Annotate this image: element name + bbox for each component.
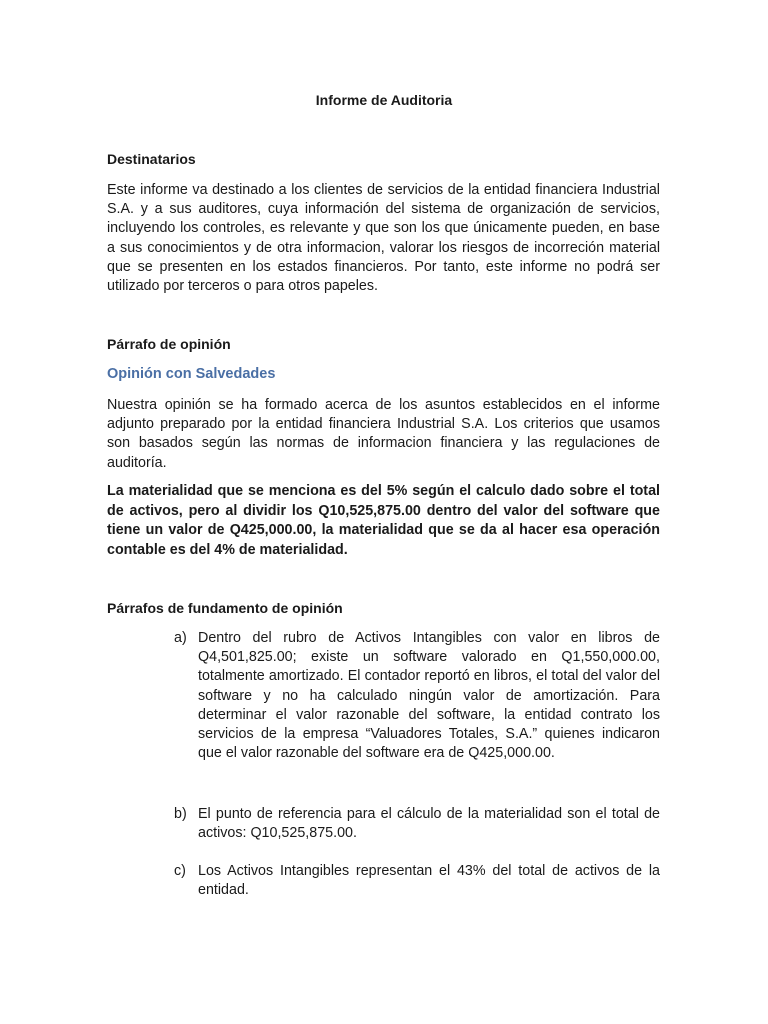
destinatarios-paragraph: Este informe va destinado a los clientes de servicios de la entidad financiera Industrial S.A. y a sus auditores, cuya información del sistema de organización de servicios, incluyendo los controles, es relevante y que son los que únicamente pueden, en base a sus conocimientos y de otra informacion, valorar los riesgos de incorreción material que se presenten en los estados financieros. Por tanto, este informe no podrá ser utilizado por terceros o para otros papeles. bbox=[107, 182, 660, 295]
opinion-paragraph: Nuestra opinión se ha formado acerca de los asuntos establecidos en el informe adjunto preparado por la entidad financiera Industrial S.A. Los criterios que usamos son basados según las normas de informacion financiera y las regulaciones de auditoría. bbox=[107, 397, 660, 471]
list-item-text: Los Activos Intangibles representan el 43% del total de activos de la entidad. bbox=[198, 863, 660, 899]
list-item-marker: b) bbox=[174, 806, 187, 822]
fundamento-heading: Párrafos de fundamento de opinión bbox=[107, 600, 343, 616]
opinion-subheading: Opinión con Salvedades bbox=[107, 366, 276, 382]
list-item-marker: c) bbox=[174, 863, 186, 879]
document-title: Informe de Auditoria bbox=[315, 92, 453, 108]
list-item-text: El punto de referencia para el cálculo de la materialidad son el total de activos: Q10,525,875.00. bbox=[198, 806, 660, 842]
list-item-text: Dentro del rubro de Activos Intangibles con valor en libros de Q4,501,825.00; existe un software valorado en Q1,550,000.00, totalmente amortizado. El contador reportó en libros, el total del valor del software y no ha calculado ningún valor de amortización. Para determinar el valor razonable del software, la entidad contrato los servicios de la empresa “Valuadores Totales, S.A.” quienes indicaron que el valor razonable del software era de Q425,000.00. bbox=[198, 630, 660, 762]
opinion-heading: Párrafo de opinión bbox=[107, 336, 231, 352]
materiality-paragraph: La materialidad que se menciona es del 5% según el calculo dado sobre el total de activos, pero al dividir los Q10,525,875.00 dentro del valor del software que tiene un valor de Q425,000.00, la materialidad que se da al hacer esa operación contable es del 4% de materialidad. bbox=[107, 483, 660, 558]
list-item-marker: a) bbox=[174, 630, 187, 646]
destinatarios-heading: Destinatarios bbox=[107, 151, 196, 167]
